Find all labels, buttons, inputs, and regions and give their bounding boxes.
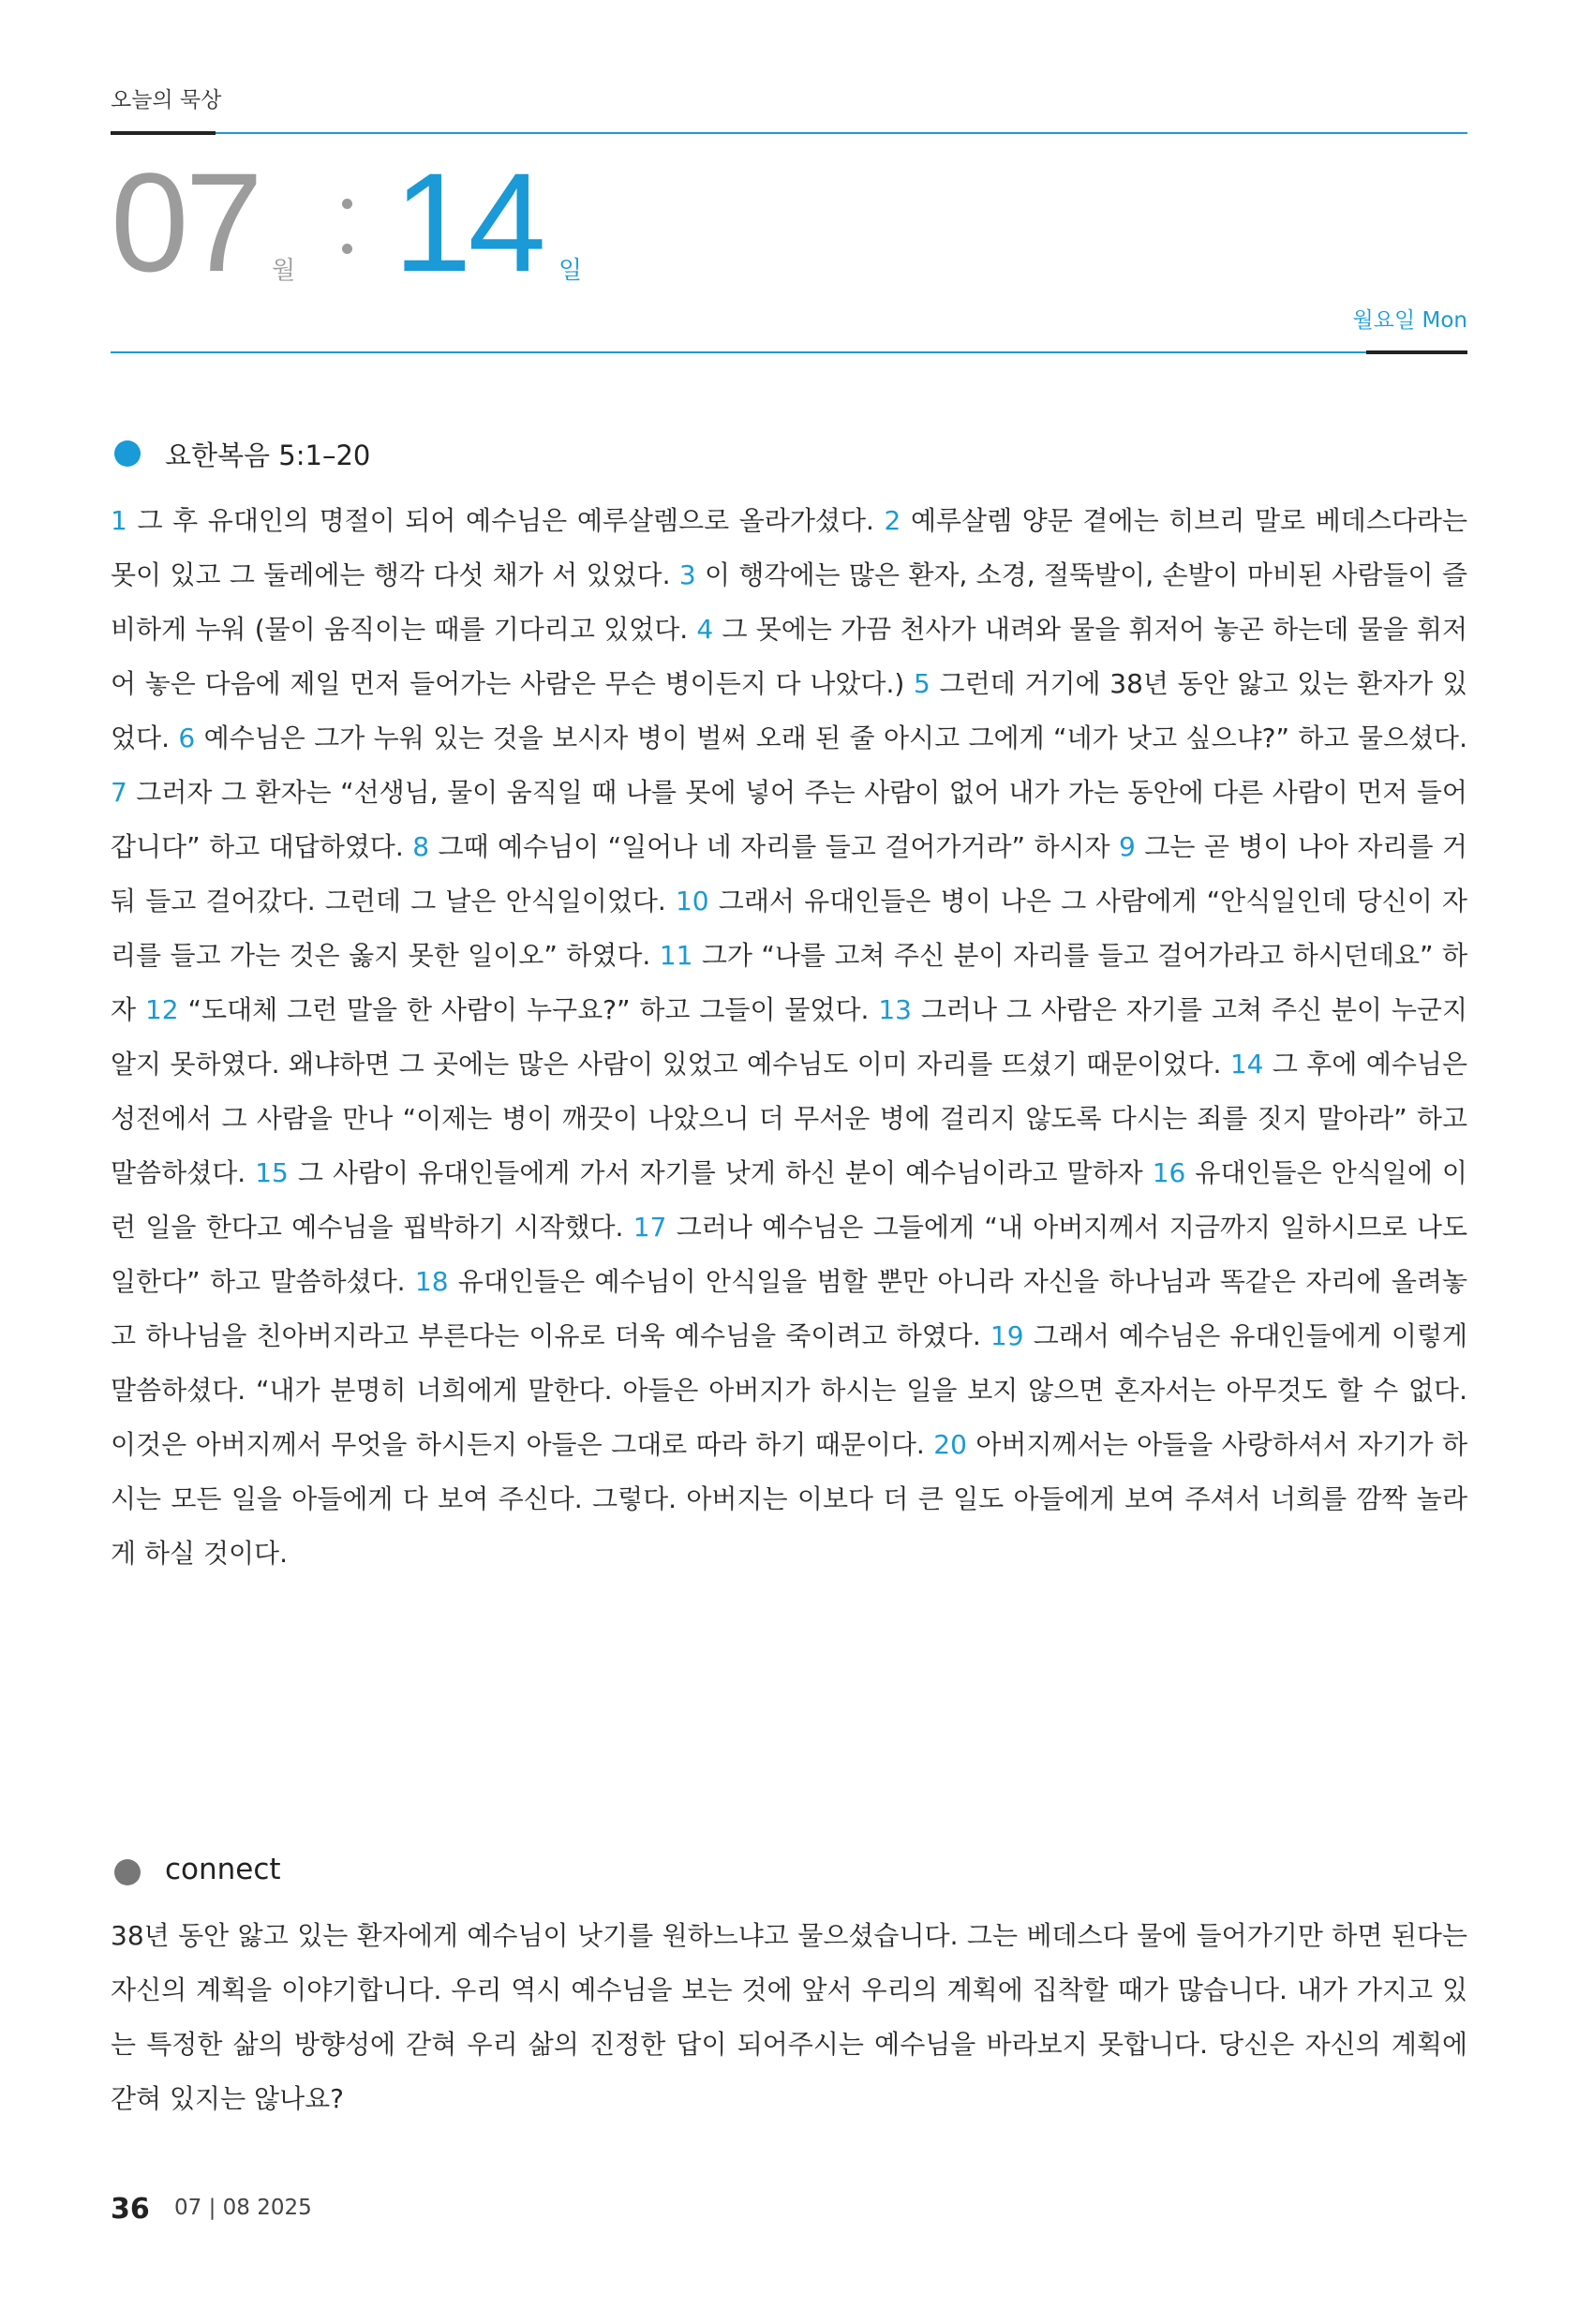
- verse-number: 9: [1119, 831, 1136, 862]
- weekday-label: 월요일 Mon: [1352, 308, 1467, 333]
- verse-number: 10: [675, 886, 709, 916]
- verse-number: 2: [884, 505, 901, 536]
- verse-text: 그러자 그 환자는 “선생님, 물이 움직일 때 나를 못에 넣어 주는 사람이 없어 내가 가는 동안에 다른 사람이 먼저 들어갑니다” 하고 대답하였다.: [111, 777, 1467, 862]
- month-unit: 월: [272, 257, 296, 285]
- verse-text: 그 후 유대인의 명절이 되어 예수님은 예루살렘으로 올라가셨다.: [127, 505, 885, 536]
- verse-text: 아버지께서는 아들을 사랑하셔서 자기가 하시는 모든 일을 아들에게 다 보여 주신다. 그렇다. 아버지는 이보다 더 큰 일도 아들에게 보여 주셔서 너희를 깜짝 놀라게 하실 것이다.: [111, 1429, 1467, 1569]
- verse-text: 예수님은 그가 누워 있는 것을 보시자 병이 벌써 오래 된 줄 아시고 그에게 “네가 낫고 싶으냐?” 하고 물으셨다.: [195, 723, 1467, 753]
- connect-text: 38년 동안 앓고 있는 환자에게 예수님이 낫기를 원하느냐고 물으셨습니다. 그는 베데스다 물에 들어가기만 하면 된다는 자신의 계획을 이야기합니다. 우리 역시 예수님을 보는 것에 앞서 우리의 계획에 집착할 때가 많습니다. 내가 가지고 있는 특정한 삶의 방향성에 갇혀 우리 삶의 진정한 답이 되어주시는 예수님을 바라보지 못합니다. 당신은 자신의 계획에 갇혀 있지는 않나요?: [111, 1920, 1467, 2114]
- verse-text: 그래서 유대인들은 병이 나은 그 사람에게 “안식일인데 당신이 자리를 들고 가는 것은 옳지 못한 일이오” 하였다.: [111, 886, 1467, 971]
- scripture-text: [111, 494, 1467, 1581]
- verse-text: 이 행각에는 많은 환자, 소경, 절뚝발이, 손발이 마비된 사람들이 즐비하게 누워 (물이 움직이는 때를 기다리고 있었다.: [111, 559, 1467, 645]
- verse-text: 그 후에 예수님은 성전에서 그 사람을 만나 “이제는 병이 깨끗이 나았으니 더 무서운 병에 걸리지 않도록 다시는 죄를 짓지 말아라” 하고 말씀하셨다.: [111, 1049, 1467, 1188]
- verse-number: 5: [914, 668, 930, 699]
- verse-text: “도대체 그런 말을 한 사람이 누구요?” 하고 그들이 물었다.: [178, 994, 879, 1025]
- section-label: 오늘의 묵상: [111, 88, 222, 112]
- verse-text: 그래서 예수님은 유대인들에게 이렇게 말씀하셨다. “내가 분명히 너희에게 말한다. 아들은 아버지가 하시는 일을 보지 않으면 혼자서는 아무것도 할 수 없다. 이것은 아버지께서 무엇을 하시든지 아들은 그대로 따라 하기 때문이다.: [111, 1320, 1468, 1460]
- verse-number: 20: [933, 1429, 967, 1460]
- verse-text: 유대인들은 예수님이 안식일을 범할 뿐만 아니라 자신을 하나님과 똑같은 자리에 올려놓고 하나님을 친아버지라고 부른다는 이유로 더욱 예수님을 죽이려고 하였다.: [111, 1266, 1467, 1351]
- day-number: 14: [394, 143, 543, 301]
- verse-text: 유대인들은 안식일에 이런 일을 한다고 예수님을 핍박하기 시작했다.: [111, 1157, 1467, 1243]
- connect-heading: connect: [165, 1853, 281, 1886]
- verse-number: 18: [414, 1266, 449, 1297]
- verse-number: 7: [111, 777, 127, 808]
- verse-number: 16: [1152, 1157, 1186, 1188]
- verse-text: 그때 예수님이 “일어나 네 자리를 들고 걸어가거라” 하시자: [429, 831, 1120, 862]
- verse-number: 3: [678, 559, 696, 590]
- verse-text: 그가 “나를 고쳐 주신 분이 자리를 들고 걸어가라고 하시던데요” 하자: [111, 940, 1467, 1025]
- verse-number: 4: [696, 614, 714, 645]
- date-separator-dot: [342, 199, 352, 209]
- verse-number: 11: [659, 940, 693, 971]
- header-rule-blue: [216, 132, 1467, 134]
- verse-number: 13: [878, 994, 912, 1025]
- verse-number: 1: [111, 505, 127, 536]
- day-unit: 일: [558, 257, 583, 285]
- verse-number: 17: [633, 1212, 667, 1243]
- verse-text: 그런데 거기에 38년 동안 앓고 있는 환자가 있었다.: [111, 668, 1467, 753]
- verse-number: 14: [1229, 1049, 1264, 1080]
- header-rule-dark: [111, 131, 216, 135]
- date-separator-dot: [342, 244, 352, 254]
- verse-number: 6: [178, 723, 196, 753]
- verse-text: 그 못에는 가끔 천사가 내려와 물을 휘저어 놓곤 하는데 물을 휘저어 놓은 다음에 제일 먼저 들어가는 사람은 무슨 병이든지 다 나았다.): [111, 614, 1468, 699]
- verse-number: 15: [255, 1157, 289, 1188]
- date-rule-dark: [1366, 350, 1467, 354]
- connect-bullet-icon: [114, 1859, 141, 1885]
- issue-label: 07 | 08 2025: [174, 2196, 312, 2220]
- verse-number: 12: [144, 994, 179, 1025]
- verse-number: 19: [990, 1320, 1024, 1351]
- scripture-bullet-icon: [114, 440, 141, 467]
- month-number: 07: [111, 143, 260, 301]
- date-rule-blue: [111, 351, 1366, 353]
- verse-text: 그는 곧 병이 나아 자리를 거둬 들고 걸어갔다. 그런데 그 날은 안식일이었다.: [111, 831, 1467, 916]
- verse-text: 예루살렘 양문 곁에는 히브리 말로 베데스다라는 못이 있고 그 둘레에는 행각 다섯 채가 서 있었다.: [111, 505, 1467, 590]
- verse-number: 8: [412, 831, 430, 862]
- page-number: 36: [111, 2193, 150, 2226]
- verse-text: 그 사람이 유대인들에게 가서 자기를 낫게 하신 분이 예수님이라고 말하자: [288, 1157, 1153, 1188]
- verse-text: 그러나 예수님은 그들에게 “내 아버지께서 지금까지 일하시므로 나도 일한다” 하고 말씀하셨다.: [111, 1212, 1467, 1297]
- scripture-reference: 요한복음 5:1–20: [165, 439, 371, 471]
- verse-text: 그러나 그 사람은 자기를 고쳐 주신 분이 누군지 알지 못하였다. 왜냐하면 그 곳에는 많은 사람이 있었고 예수님도 이미 자리를 뜨셨기 때문이었다.: [111, 994, 1468, 1080]
